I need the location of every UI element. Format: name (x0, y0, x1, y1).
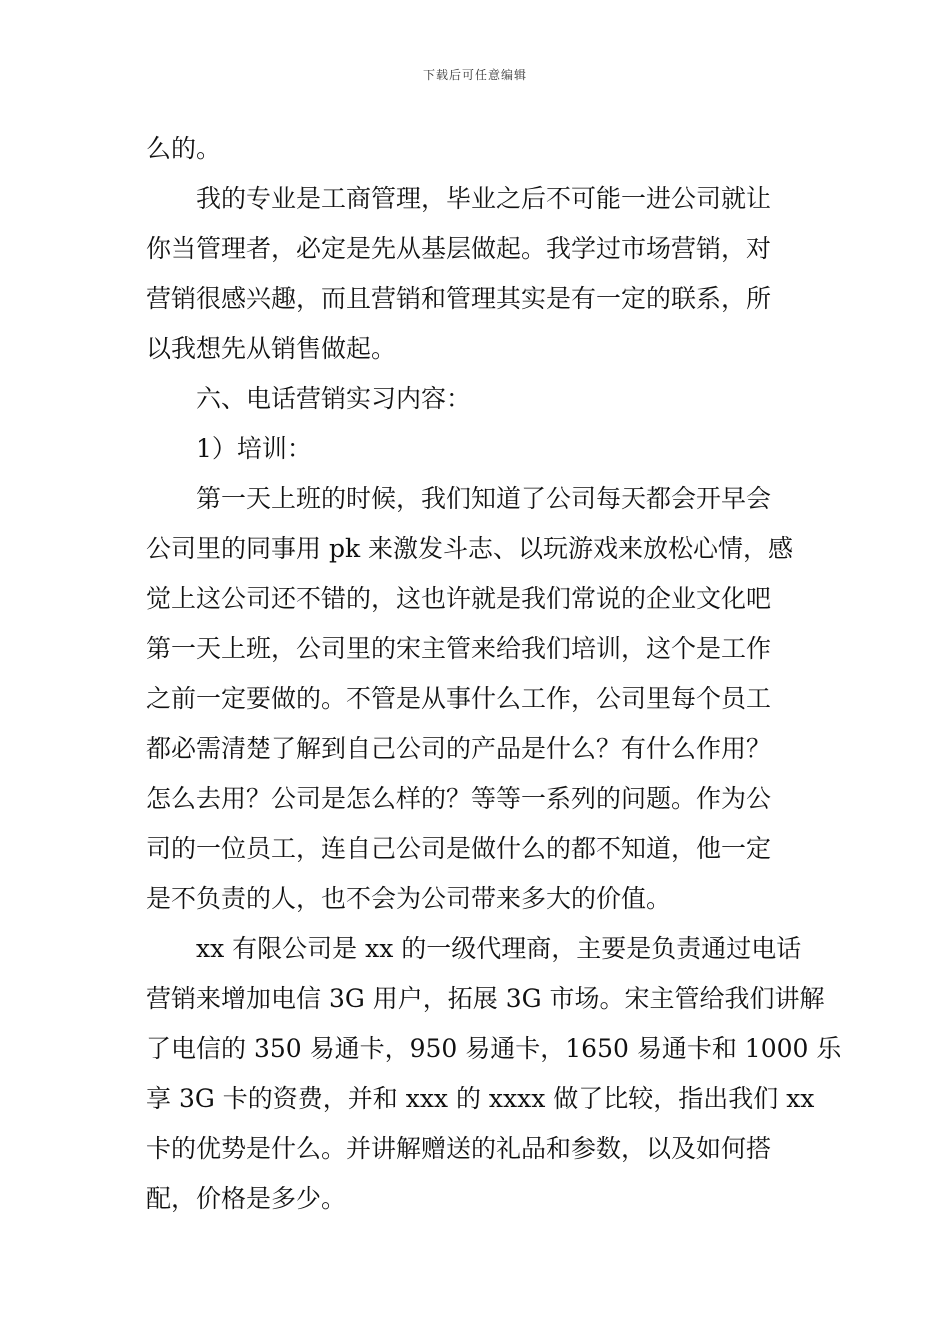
text-line: 以我想先从销售做起。 (146, 334, 397, 363)
text-line: 享 3G 卡的资费，并和 xxx 的 xxxx 做了比较，指出我们 xx (146, 1084, 815, 1113)
text-line: 1）培训： (196, 434, 312, 463)
text-line: 了电信的 350 易通卡，950 易通卡，1650 易通卡和 1000 乐 (146, 1034, 842, 1063)
text-line: 公司里的同事用 pk 来激发斗志、以玩游戏来放松心情，感 (146, 534, 794, 563)
text-line: xx 有限公司是 xx 的一级代理商，主要是负责通过电话 (196, 934, 802, 963)
text-line: 怎么去用？公司是怎么样的？等等一系列的问题。作为公 (146, 784, 772, 813)
text-line: 第一天上班的时候，我们知道了公司每天都会开早会 (196, 484, 772, 513)
text-line: 我的专业是工商管理，毕业之后不可能一进公司就让 (196, 184, 772, 213)
text-line: 么的。 (146, 134, 222, 163)
text-line: 配，价格是多少。 (146, 1184, 347, 1213)
text-line: 营销来增加电信 3G 用户，拓展 3G 市场。宋主管给我们讲解 (146, 984, 825, 1013)
text-line: 营销很感兴趣，而且营销和管理其实是有一定的联系，所 (146, 284, 772, 313)
text-line: 之前一定要做的。不管是从事什么工作，公司里每个员工 (146, 684, 772, 713)
text-line: 第一天上班，公司里的宋主管来给我们培训，这个是工作 (146, 634, 772, 663)
text-line: 司的一位员工，连自己公司是做什么的都不知道，他一定 (146, 834, 772, 863)
page-header: 下载后可任意编辑 (422, 68, 527, 82)
text-line: 觉上这公司还不错的，这也许就是我们常说的企业文化吧 (146, 584, 772, 613)
text-line: 是不负责的人，也不会为公司带来多大的价值。 (146, 884, 672, 913)
text-line: 卡的优势是什么。并讲解赠送的礼品和参数，以及如何搭 (146, 1134, 772, 1163)
text-line: 都必需清楚了解到自己公司的产品是什么？有什么作用？ (146, 734, 772, 763)
document-body (146, 124, 842, 1224)
text-line: 六、电话营销实习内容： (196, 384, 472, 413)
text-line: 你当管理者，必定是先从基层做起。我学过市场营销，对 (146, 234, 772, 263)
